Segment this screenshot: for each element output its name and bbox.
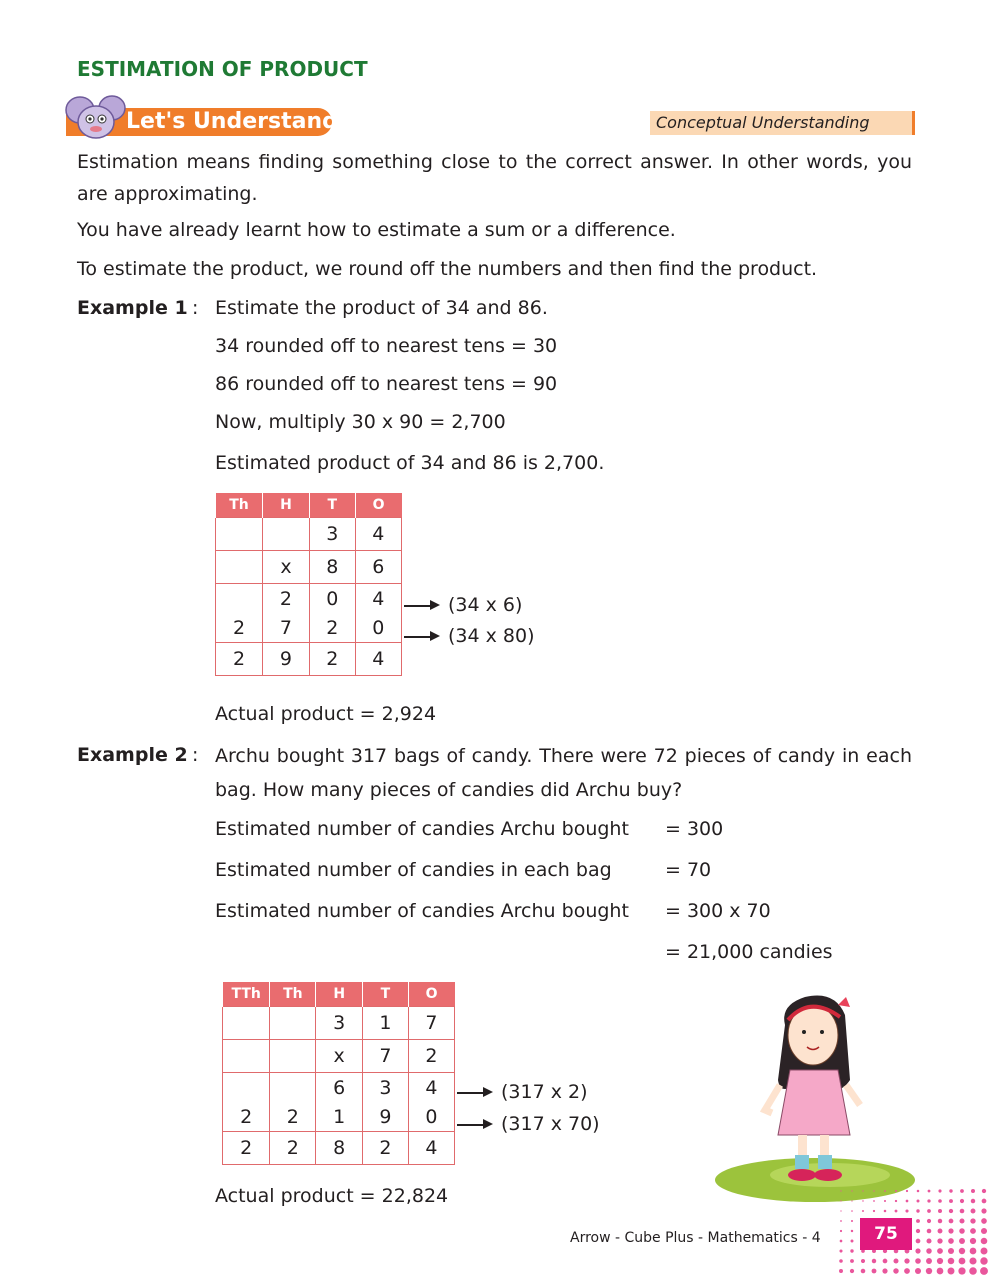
example-1-step-4: Estimated product of 34 and 86 is 2,700. bbox=[215, 452, 605, 474]
table-cell: 7 bbox=[263, 613, 310, 643]
table-cell: 7 bbox=[408, 1007, 454, 1040]
table-cell bbox=[223, 1007, 270, 1040]
example-2-step-1-label: Estimated number of candies Archu bought bbox=[215, 818, 629, 840]
table-header: H bbox=[263, 493, 310, 518]
intro-paragraph-2: You have already learnt how to estimate a sum or a difference. bbox=[77, 219, 676, 241]
table-cell: 2 bbox=[223, 1102, 270, 1132]
arrow-line bbox=[457, 1092, 485, 1094]
table-cell: 3 bbox=[363, 1073, 409, 1103]
example-1-label: Example 1 bbox=[77, 297, 188, 319]
example-2-step-4-value: = 21,000 candies bbox=[665, 941, 833, 963]
table-cell: 2 bbox=[363, 1132, 409, 1165]
example-1-step-3: Now, multiply 30 x 90 = 2,700 bbox=[215, 411, 506, 433]
girl-illustration bbox=[710, 985, 925, 1210]
table-cell: 1 bbox=[316, 1102, 363, 1132]
example-2-step-2-value: = 70 bbox=[665, 859, 712, 881]
example-2-actual-product: Actual product = 22,824 bbox=[215, 1185, 449, 1207]
table-cell: 3 bbox=[316, 1007, 363, 1040]
table-cell: 0 bbox=[309, 584, 355, 614]
example-2-label: Example 2 bbox=[77, 744, 188, 766]
table-cell: 2 bbox=[223, 1132, 270, 1165]
table-cell: 4 bbox=[355, 584, 401, 614]
table-cell: x bbox=[263, 551, 310, 584]
table-cell bbox=[263, 518, 310, 551]
lets-understand-label: Let's Understand bbox=[126, 109, 338, 134]
example-1-question: Estimate the product of 34 and 86. bbox=[215, 297, 548, 319]
table-header: Th bbox=[270, 982, 316, 1007]
table-header: T bbox=[363, 982, 409, 1007]
table-cell: 4 bbox=[355, 643, 401, 676]
table-cell: 2 bbox=[263, 584, 310, 614]
table-cell: 8 bbox=[309, 551, 355, 584]
partial-product-note: (317 x 2) bbox=[501, 1081, 588, 1103]
table-header: O bbox=[355, 493, 401, 518]
table-cell: x bbox=[316, 1040, 363, 1073]
example-1-step-1: 34 rounded off to nearest tens = 30 bbox=[215, 335, 558, 357]
example-2-step-3-value: = 300 x 70 bbox=[665, 900, 771, 922]
table-header: T bbox=[309, 493, 355, 518]
table-cell: 2 bbox=[408, 1040, 454, 1073]
section-title: ESTIMATION OF PRODUCT bbox=[77, 57, 368, 81]
arrow-line bbox=[404, 636, 432, 638]
table-cell: 4 bbox=[355, 518, 401, 551]
arrow-line bbox=[457, 1124, 485, 1126]
concept-tag: Conceptual Understanding bbox=[656, 113, 870, 132]
partial-product-note: (34 x 6) bbox=[448, 594, 523, 616]
table-header: H bbox=[316, 982, 363, 1007]
example-2-question: Archu bought 317 bags of candy. There were 72 pieces of candy in each bag. How many pieces of candies did Archu buy? bbox=[215, 745, 912, 801]
table-cell bbox=[223, 1040, 270, 1073]
table-cell: 7 bbox=[363, 1040, 409, 1073]
example-2-colon: : bbox=[192, 744, 199, 766]
table-cell: 4 bbox=[408, 1132, 454, 1165]
table-header: TTh bbox=[223, 982, 270, 1007]
table-cell bbox=[216, 518, 263, 551]
table-cell bbox=[223, 1073, 270, 1103]
table-cell: 3 bbox=[309, 518, 355, 551]
table-cell: 2 bbox=[216, 613, 263, 643]
intro-paragraph-3: To estimate the product, we round off the numbers and then find the product. bbox=[77, 258, 818, 280]
arrow-line bbox=[404, 605, 432, 607]
table-cell: 8 bbox=[316, 1132, 363, 1165]
table-cell: 2 bbox=[216, 643, 263, 676]
intro-paragraph-1: Estimation means finding something close to the correct answer. In other words, you are approximating. bbox=[77, 151, 912, 205]
example-1-actual-product: Actual product = 2,924 bbox=[215, 703, 437, 725]
table-cell bbox=[216, 551, 263, 584]
arrow-right-icon bbox=[483, 1087, 493, 1097]
table-cell bbox=[270, 1040, 316, 1073]
table-cell: 6 bbox=[355, 551, 401, 584]
table-cell: 2 bbox=[270, 1132, 316, 1165]
arrow-right-icon bbox=[483, 1119, 493, 1129]
example-2-step-2-label: Estimated number of candies in each bag bbox=[215, 859, 612, 881]
example-1-step-2: 86 rounded off to nearest tens = 90 bbox=[215, 373, 558, 395]
table-cell: 9 bbox=[263, 643, 310, 676]
example-2-step-3-label: Estimated number of candies Archu bought bbox=[215, 900, 629, 922]
table-cell: 0 bbox=[408, 1102, 454, 1132]
table-cell: 0 bbox=[355, 613, 401, 643]
example-1-place-value-table bbox=[215, 493, 402, 676]
table-cell bbox=[216, 584, 263, 614]
mouse-mascot-icon bbox=[62, 92, 132, 142]
example-2-step-1-value: = 300 bbox=[665, 818, 724, 840]
example-2-place-value-table bbox=[222, 982, 455, 1165]
arrow-right-icon bbox=[430, 631, 440, 641]
table-cell: 4 bbox=[408, 1073, 454, 1103]
table-cell: 1 bbox=[363, 1007, 409, 1040]
example-1-colon: : bbox=[192, 297, 199, 319]
arrow-right-icon bbox=[430, 600, 440, 610]
table-cell: 6 bbox=[316, 1073, 363, 1103]
table-cell: 9 bbox=[363, 1102, 409, 1132]
partial-product-note: (34 x 80) bbox=[448, 625, 535, 647]
decorative-dots-pattern bbox=[835, 1185, 989, 1280]
table-cell: 2 bbox=[309, 643, 355, 676]
footer-book-title: Arrow - Cube Plus - Mathematics - 4 bbox=[570, 1230, 821, 1246]
table-cell: 2 bbox=[270, 1102, 316, 1132]
table-header: Th bbox=[216, 493, 263, 518]
table-cell bbox=[270, 1073, 316, 1103]
table-cell bbox=[270, 1007, 316, 1040]
table-cell: 2 bbox=[309, 613, 355, 643]
partial-product-note: (317 x 70) bbox=[501, 1113, 600, 1135]
table-header: O bbox=[408, 982, 454, 1007]
page-number: 75 bbox=[860, 1218, 912, 1250]
